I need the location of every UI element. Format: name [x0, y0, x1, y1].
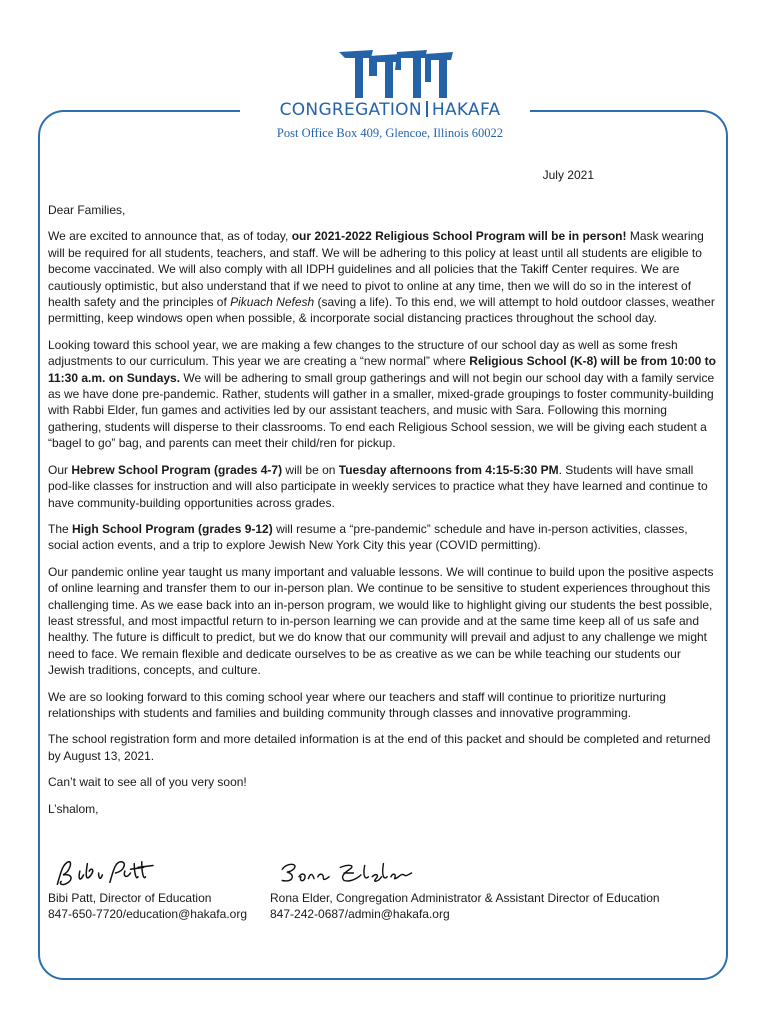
- salutation: Dear Families,: [48, 203, 126, 217]
- paragraph-1: We are excited to announce that, as of today, our 2021-2022 Religious School Program will be in person! Mask wearing will be required for all students, teachers, and staff. We will be adhering to this policy at least until all students are eligible to become vaccinated. We will also comply with all IDPH guidelines and all policies that the Takiff Center requires. We are cautiously optimistic, but also understand that if we need to pivot to online at any time, then we will do so in the interest of health safety and the principles of Pikuach Nefesh (saving a life). To this end, we will attempt to hold outdoor classes, weather permitting, keep windows open when possible, & incorporate social distancing practices throughout the school day.: [48, 229, 715, 326]
- paragraph-7: The school registration form and more detailed information is at the end of this packet and should be completed and returned by August 13, 2021.: [48, 732, 711, 763]
- signer-left-contact: 847-650-7720/education@hakafa.org: [48, 907, 247, 922]
- congregation-name-part1: CONGREGATION: [279, 100, 422, 120]
- signer-right-name: Rona Elder, Congregation Administrator & Assistant Director of Education: [270, 891, 660, 905]
- signer-right-contact: 847-242-0687/admin@hakafa.org: [270, 907, 450, 922]
- paragraph-8: Can’t wait to see all of you very soon!: [48, 775, 247, 790]
- paragraph-2: Looking toward this school year, we are making a few changes to the structure of our school day as well as some fresh adjustments to our curriculum. This year we are creating a “new normal” where Religious School (K-8) will be from 10:00 to 11:30 a.m. on Sundays. We will be adhering to small group gatherings and will not begin our school day with a family service as we have done pre-pandemic. Rather, students will gather in a smaller, mixed-grade groupings to foster community-building with Rabbi Elder, fun games and activities led by our assistant teachers, and music with Sara. Following this morning gathering, students will disperse to their classrooms. To end each Religious School session, we will be giving each student a “bagel to go” bag, and parents can meet their child/ren for pickup.: [48, 337, 716, 451]
- congregation-name-part2: HAKAFA: [431, 100, 501, 120]
- hebrew-logo-icon: [335, 46, 455, 102]
- letterhead-address: Post Office Box 409, Glencoe, Illinois 60022: [276, 126, 504, 140]
- closing: L’shalom,: [48, 801, 99, 816]
- name-divider: [426, 101, 428, 117]
- paragraph-5: Our pandemic online year taught us many important and valuable lessons. We will continue to build upon the positive aspects of online learning and transfer them to our in-person plan. We continue to be sensitive to student experiences throughout this challenging time. As we ease back into an in-person program, we would like to highlight giving our students the best possible, least stressful, and most impactful return to in-person learning we can provide and at the same time keep all of us safe and healthy. The future is difficult to predict, but we do know that our community will prevail and adjust to any challenge we might need to face. We remain flexible and dedicate ourselves to be as creative as we can be while teaching our students our Jewish traditions, concepts, and culture.: [48, 564, 714, 678]
- letterhead: [255, 42, 525, 152]
- signature-left: [48, 858, 247, 923]
- signature-block: [48, 858, 720, 928]
- paragraph-3: Our Hebrew School Program (grades 4-7) will be on Tuesday afternoons from 4:15-5:30 PM. Students will have small pod-like classes for instruction and will also participate in weekly services to practice what they have learned and continue to have community-building opportunities across grades.: [48, 462, 708, 510]
- letter-date: July 2021: [542, 168, 594, 182]
- signer-left-name: Bibi Patt, Director of Education: [48, 891, 212, 905]
- letter-body: [48, 202, 720, 827]
- paragraph-6: We are so looking forward to this coming school year where our teachers and staff will continue to prioritize nurturing relationships with students and families and building community through classes and innovative programming.: [48, 689, 666, 720]
- signature-right: [270, 858, 660, 923]
- congregation-name: [255, 100, 525, 120]
- signature-rona-elder-icon: [270, 858, 420, 888]
- signature-bibi-patt-icon: [48, 858, 168, 888]
- paragraph-4: The High School Program (grades 9-12) will resume a “pre-pandemic” schedule and have in-person activities, classes, social action events, and a trip to explore Jewish New York City this year (COVID permitting).: [48, 521, 688, 553]
